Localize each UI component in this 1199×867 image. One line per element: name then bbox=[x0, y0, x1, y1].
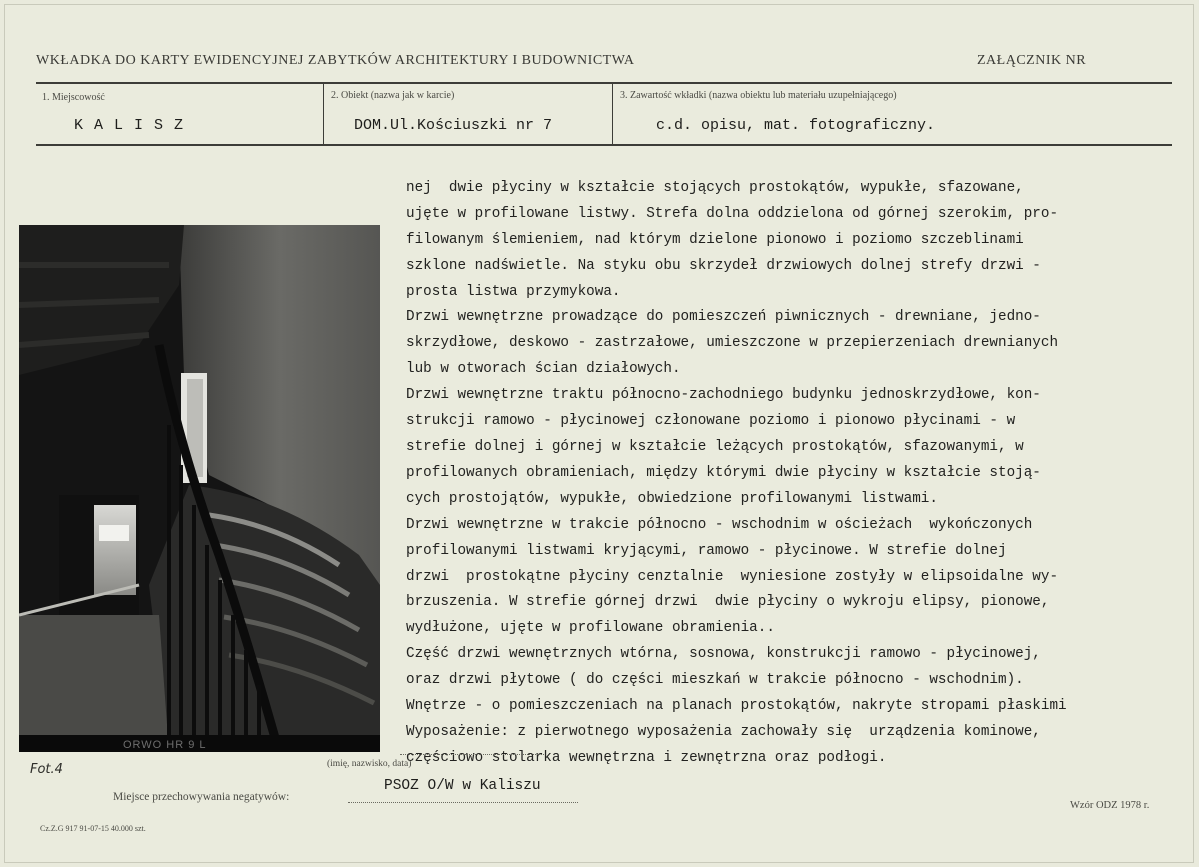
text-line: profilowanymi listwami kryjącymi, ramowo - płycinowe. W strefie dolnej bbox=[406, 542, 1007, 559]
field-value-contents: c.d. opisu, mat. fotograficzny. bbox=[656, 117, 936, 134]
field-divider-2 bbox=[612, 84, 613, 144]
field-label-locality: 1. Miejscowość bbox=[42, 92, 105, 103]
text-line: skrzydłowe, deskowo - zastrzałowe, umieszczone w przepierzeniach drewnianych bbox=[406, 335, 1059, 352]
field-divider-1 bbox=[323, 84, 324, 144]
text-line: prosta listwa przymykowa. bbox=[406, 283, 621, 300]
header-top-rule bbox=[36, 82, 1172, 84]
text-line: Wnętrze - o pomieszczeniach na planach prostokątów, nakryte stropami płaskimi bbox=[406, 698, 1067, 715]
text-line: lub w otworach ścian działowych. bbox=[406, 361, 681, 378]
print-info: Cz.Z.G 917 91-07-15 40.000 szt. bbox=[40, 824, 146, 833]
text-line: filowanym ślemieniem, nad którym dzielone pionowo i poziomo szczeblinami bbox=[406, 231, 1024, 248]
text-line: Drzwi wewnętrzne traktu północno-zachodniego budynku jednoskrzydłowe, kon- bbox=[406, 387, 1041, 404]
field-label-object: 2. Obiekt (nazwa jak w karcie) bbox=[331, 90, 455, 101]
description-text bbox=[406, 150, 1178, 798]
text-line: ujęte w profilowane listwy. Strefa dolna oddzielona od górnej szerokim, pro- bbox=[406, 205, 1059, 222]
form-reference: Wzór ODZ 1978 r. bbox=[1070, 800, 1150, 811]
text-line: Drzwi wewnętrzne w trakcie północno - wschodnim w ościeżach wykończonych bbox=[406, 516, 1033, 533]
text-line: profilowanych obramieniach, między którymi dwie płyciny w kształcie stoją- bbox=[406, 464, 1041, 481]
text-line: wydłużone, ujęte w profilowane obramienia.. bbox=[406, 620, 775, 637]
text-line: brzuszenia. W strefie górnej drzwi dwie płyciny o wykroju elipsy, pionowe, bbox=[406, 594, 1050, 611]
staircase-photo bbox=[19, 225, 380, 752]
field-value-locality: K A L I S Z bbox=[74, 117, 185, 134]
annex-label: ZAŁĄCZNIK NR bbox=[977, 53, 1087, 68]
film-edge-caption: ORWO HR 9 L bbox=[123, 739, 207, 751]
text-line: Część drzwi wewnętrznych wtórna, sosnowa, konstrukcji ramowo - płycinowej, bbox=[406, 646, 1041, 663]
text-line: Drzwi wewnętrzne prowadzące do pomieszczeń piwnicznych - drewniane, jedno- bbox=[406, 309, 1041, 326]
text-line: oraz drzwi płytowe ( do części mieszkań w trakcie północno - wschodnim). bbox=[406, 672, 1024, 689]
negative-storage-label: Miejsce przechowywania negatywów: bbox=[113, 791, 290, 803]
text-line: strukcji ramowo - płycinowej członowane poziomo i pionowo płycinami - w bbox=[406, 413, 1016, 430]
text-line: cych prostojątów, wypukłe, obwiedzione profilowanymi listwami. bbox=[406, 490, 938, 507]
author-field-label: (imię, nazwisko, data) bbox=[327, 759, 412, 769]
storage-dotted-line bbox=[348, 802, 578, 803]
text-line: drzwi prostokątne płyciny cenztalnie wyniesione zostyły w elipsoidalne wy- bbox=[406, 568, 1059, 585]
text-line: częściowo stolarka wewnętrzna i zewnętrzna oraz podłogi. bbox=[406, 749, 887, 766]
staircase-photo-illustration bbox=[19, 225, 380, 752]
text-line: szklone nadświetle. Na styku obu skrzydeł drzwiowych dolnej strefy drzwi - bbox=[406, 257, 1041, 274]
author-dotted-line bbox=[400, 754, 544, 755]
field-label-contents: 3. Zawartość wkładki (nazwa obiektu lub materiału uzupełniającego) bbox=[620, 90, 897, 101]
negative-storage-value: PSOZ O/W w Kaliszu bbox=[384, 778, 541, 794]
text-line: nej dwie płyciny w kształcie stojących prostokątów, wypukłe, sfazowane, bbox=[406, 179, 1024, 196]
text-line: Wyposażenie: z pierwotnego wyposażenia zachowały się urządzenia kominowe, bbox=[406, 723, 1041, 740]
form-title: WKŁADKA DO KARTY EWIDENCYJNEJ ZABYTKÓW ARCHITEKTURY I BUDOWNICTWA bbox=[36, 53, 635, 68]
field-value-object: DOM.Ul.Kościuszki nr 7 bbox=[354, 117, 553, 134]
photo-number-label: Fot.4 bbox=[30, 762, 63, 777]
text-line: strefie dolnej i górnej w kształcie leżących prostokątów, sfazowanymi, w bbox=[406, 438, 1024, 455]
header-bottom-rule bbox=[36, 144, 1172, 146]
